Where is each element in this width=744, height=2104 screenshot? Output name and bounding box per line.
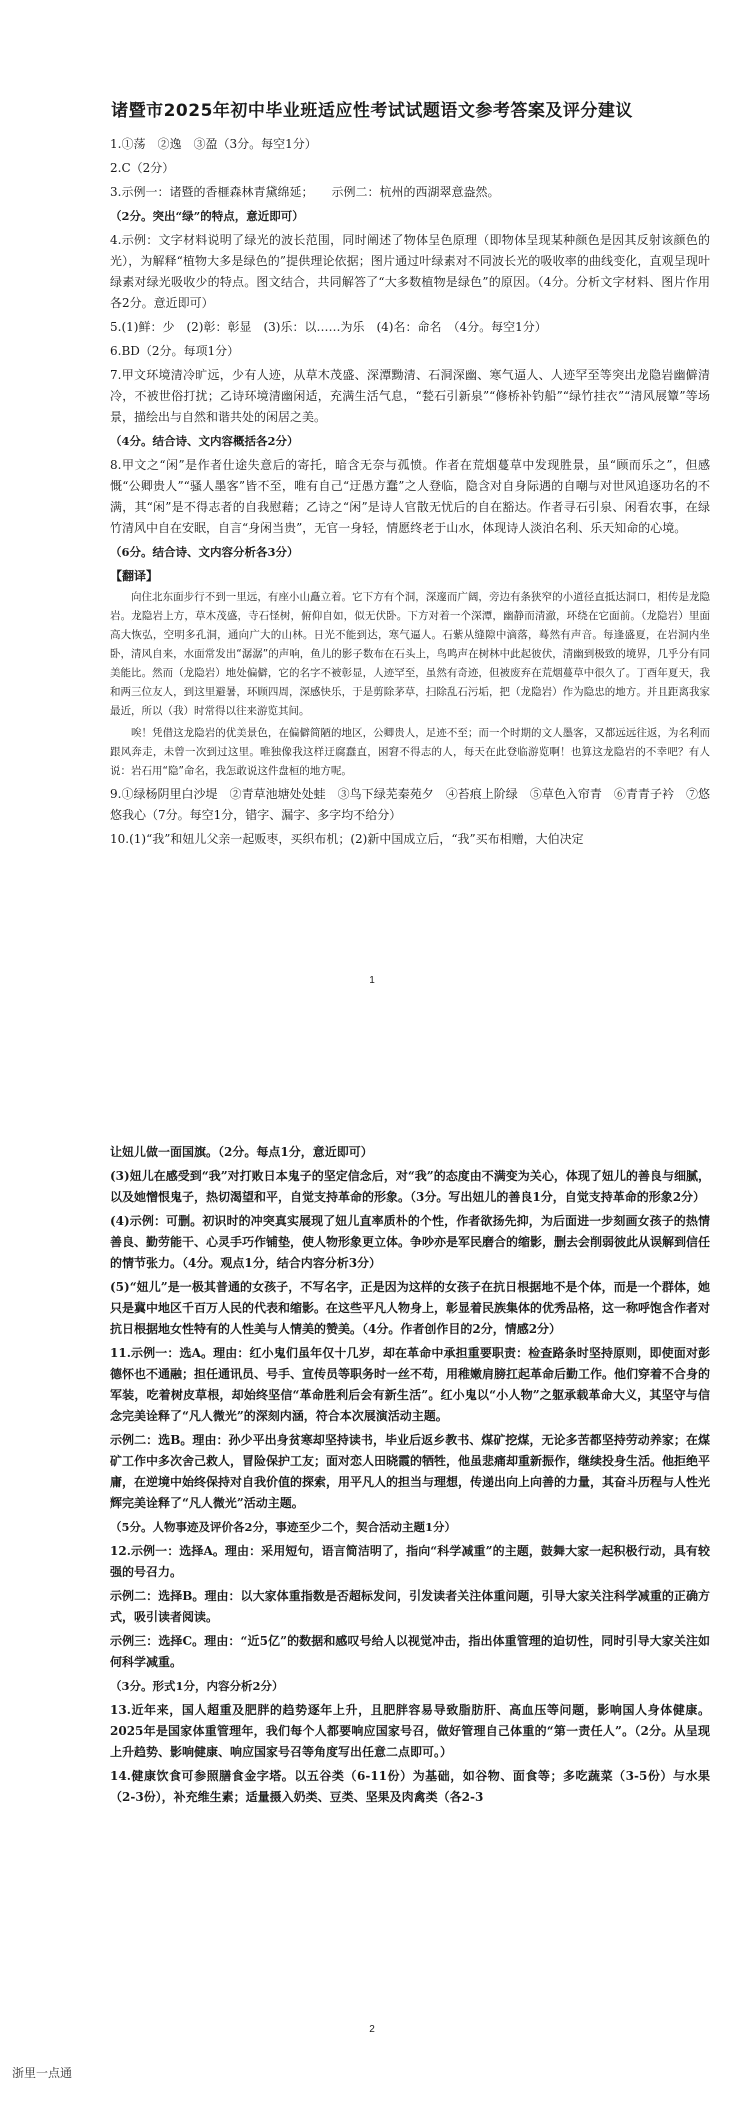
scoring-note: （2分。突出“绿”的特点，意近即可） xyxy=(110,209,304,223)
answer-line: (5)“妞儿”是一极其普通的女孩子，不写名字，正是因为这样的女孩子在抗日根据地不是个体，而是一个群体，她只是冀中地区千百万人民的代表和缩影。在这些平凡人物身上，彰显着民族集体的优秀品格，这一称呼饱含作者对抗日根据地女性特有的人性美与人情美的赞美。（4分。作者创作目的2分，情感2分） xyxy=(110,1280,711,1336)
answer-line: 6.BD（2分。每项1分） xyxy=(110,344,240,358)
answer-line: 2.C（2分） xyxy=(110,161,175,175)
answer-line: (4)示例：可删。初识时的冲突真实展现了妞儿直率质朴的个性，作者欲扬先抑，为后面进一步刻画女孩子的热情善良、勤劳能干、心灵手巧作铺垫，使人物形象更立体。争吵亦是军民磨合的缩影，删去会削弱彼此从误解到信任的情节张力。（4分。观点1分，结合内容分析3分） xyxy=(110,1214,711,1270)
scoring-note: （3分。形式1分，内容分析2分） xyxy=(110,1679,284,1693)
page-number: 2 xyxy=(369,2024,375,2035)
scoring-note: （4分。结合诗、文内容概括各2分） xyxy=(110,434,299,448)
answer-line: 13.近年来，国人超重及肥胖的趋势逐年上升，且肥胖容易导致脂肪肝、高血压等问题，影响国人身体健康。2025年是国家体重管理年，我们每个人都要响应国家号召，做好管理自己体重的“第一责任人”。（2分。从呈现上升趋势、影响健康、响应国家号召等角度写出任意二点即可。） xyxy=(110,1703,710,1759)
translation-paragraph: 向住北东面步行不到一里远，有座小山矗立着。它下方有个洞，深邃而广阔，旁边有条狭窄的小道径直抵达洞口，相传是龙隐岩。龙隐岩上方，草木茂盛，寺石怪树，俯仰自如，似无伏卧。下方对着一个深潭，幽静而清澈，环绕在它面前。（龙隐岩）里面高大恢弘，空明多孔洞，通向广大的山林。日光不能到达，寒气逼人。石紫从缝隙中滴落，蓦然有声音。每逢盛夏，在岩洞内坐卧，清风自来，水面常发出“潺潺”的声响，鱼儿的影子数布在石头上，鸟鸣声在树林中此起彼伏，清幽到极致的境界，几乎分有同美能比。然而（龙隐岩）地处偏僻，它的名字不被彰显，人迹罕至，虽然有奇迹，但被废弃在荒烟蔓草中很久了。丁酉年夏天，我和两三位友人，到这里避暑，环顾四周，深感快乐，于是剪除茅草，扫除乱石污垢，把（龙隐岩）作为隐忠的地方。并且距离我家最近，所以（我）时常得以往来游览其间。 xyxy=(110,591,710,717)
answer-line: 让妞儿做一面国旗。（2分。每点1分，意近即可） xyxy=(110,1145,373,1159)
answer-line: 9.①绿杨阴里白沙堤 ②青草池塘处处蛙 ③鸟下绿芜秦苑夕 ④苔痕上阶绿 ⑤草色入帘青 ⑥青青子衿 ⑦悠悠我心（7分。每空1分，错字、漏字、多字均不给分） xyxy=(110,787,710,822)
answer-line: 12.示例一：选择A。理由：采用短句，语言简洁明了，指向“科学减重”的主题，鼓舞大家一起积极行动，具有较强的号召力。 xyxy=(110,1544,710,1579)
answer-line: 1.①荡 ②逸 ③盈（3分。每空1分） xyxy=(110,137,317,151)
answer-line: 示例三：选择C。理由：“近5亿”的数据和感叹号给人以视觉冲击，指出体重管理的迫切性，同时引导大家关注如何科学减重。 xyxy=(110,1634,710,1669)
answer-line: 7.甲文环境清冷旷远，少有人迹，从草木茂盛、深潭黝清、石洞深幽、寒气逼人、人迹罕至等突出龙隐岩幽僻清冷，不被世俗打扰；乙诗环境清幽闲适，充满生活气息，“甃石引新泉”“修桥补钓船”“绿竹挂衣”“清风展簟”等场景，描绘出与自然和谐共处的闲居之美。 xyxy=(110,368,710,424)
answer-line: 3.示例一：诸暨的香榧森林青黛绵延； 示例二：杭州的西湖翠意盎然。 xyxy=(110,185,500,199)
page-1-body xyxy=(110,134,710,853)
answer-line: (3)妞儿在感受到“我”对打败日本鬼子的坚定信念后，对“我”的态度由不满变为关心，体现了妞儿的善良与细腻，以及她憎恨鬼子，热切渴望和平，自觉支持革命的形象。（3分。写出妞儿的善良1分，自觉支持革命的形象2分） xyxy=(110,1169,710,1204)
answer-line: 4.示例：文字材料说明了绿光的波长范围，同时阐述了物体呈色原理（即物体呈现某种颜色是因其反射该颜色的光），为解释“植物大多是绿色的”提供理论依据；图片通过叶绿素对不同波长光的吸收率的曲线变化，直观呈现叶绿素对绿光吸收少的特点。图文结合，共同解答了“大多数植物是绿色”的原因。（4分。分析文字材料、图片作用各2分。意近即可） xyxy=(110,233,710,310)
answer-line: 8.甲文之“闲”是作者仕途失意后的寄托，暗含无奈与孤愤。作者在荒烟蔓草中发现胜景，虽“顾而乐之”，但感慨“公卿贵人”“骚人墨客”皆不至，唯有自己“迂愚方蠢”之人登临，隐含对自身际遇的自嘲与对世风追逐功名的不满，其“闲”是不得志者的自我慰藉；乙诗之“闲”是诗人官散无忧后的自在豁达。作者寻石引泉、闲看农事，在绿竹清风中自在安眠，自言“身闲当贵”，无官一身轻，情愿终老于山水，体现诗人淡泊名利、乐天知命的心境。 xyxy=(110,458,710,535)
scoring-note: （5分。人物事迹及评价各2分，事迹至少二个，契合活动主题1分） xyxy=(110,1520,457,1534)
answer-line: 11.示例一：选A。理由：红小鬼们虽年仅十几岁，却在革命中承担重要职责：检查路条时坚持原则，即使面对彭德怀也不通融；担任通讯员、号手、宣传员等职务时一丝不苟，用稚嫩肩膀扛起革命后勤工作。他们穿着不合身的军装，吃着树皮草根，却始终坚信“革命胜利后会有新生活”。红小鬼以“小人物”之躯承载革命大义，其坚守与信念完美诠释了“凡人微光”的深刻内涵，符合本次展演活动主题。 xyxy=(110,1346,711,1423)
page-number: 1 xyxy=(369,975,375,986)
scoring-note: （6分。结合诗、文内容分析各3分） xyxy=(110,545,299,559)
page-gap xyxy=(0,1035,744,1120)
answer-line: 示例二：选B。理由：孙少平出身贫寒却坚持读书，毕业后返乡教书、煤矿挖煤，无论多苦都坚持劳动养家；在煤矿工作中多次舍己救人，冒险保护工友；面对恋人田晓霞的牺牲，他虽悲痛却重新振作，继续投身生活。他拒绝平庸，在逆境中始终保持对自我价值的探索，用平凡人的担当与理想，传递出向上向善的力量，其奋斗历程与人性光辉完美诠释了“凡人微光”活动主题。 xyxy=(110,1433,711,1510)
translation-heading: 【翻译】 xyxy=(110,569,159,583)
watermark: 浙里一点通 xyxy=(12,2066,73,2080)
document-title: 诸暨市2025年初中毕业班适应性考试试题语文参考答案及评分建议 xyxy=(111,101,633,121)
translation-paragraph: 唉！凭借这龙隐岩的优美景色，在偏僻简陋的地区，公卿贵人，足迹不至；而一个时期的文人墨客，又都远远往返，为名利而跟风奔走，未曾一次到过这里。唯独像我这样迂腐蠢直，困窘不得志的人，每天在此登临游览啊！也算这龙隐岩的不幸吧？有人说：岩石用“隐”命名，我怎敢说这件盘桓的地方呢。 xyxy=(110,727,710,777)
answer-line: 14.健康饮食可参照膳食金字塔。以五谷类（6-11份）为基础，如谷物、面食等；多吃蔬菜（3-5份）与水果（2-3份），补充维生素；适量摄入奶类、豆类、坚果及肉禽类（各2-3 xyxy=(110,1769,710,1804)
answer-line: 10.(1)“我”和妞儿父亲一起贩枣，买织布机；(2)新中国成立后，“我”买布相赠，大伯决定 xyxy=(110,832,584,846)
page-2-body xyxy=(110,1142,710,1811)
answer-line: 5.(1)鲜：少 (2)彰：彰显 (3)乐：以……为乐 (4)名：命名 （4分。每空1分） xyxy=(110,320,547,334)
answer-line: 示例二：选择B。理由：以大家体重指数是否超标发问，引发读者关注体重问题，引导大家关注科学减重的正确方式，吸引读者阅读。 xyxy=(110,1589,710,1624)
